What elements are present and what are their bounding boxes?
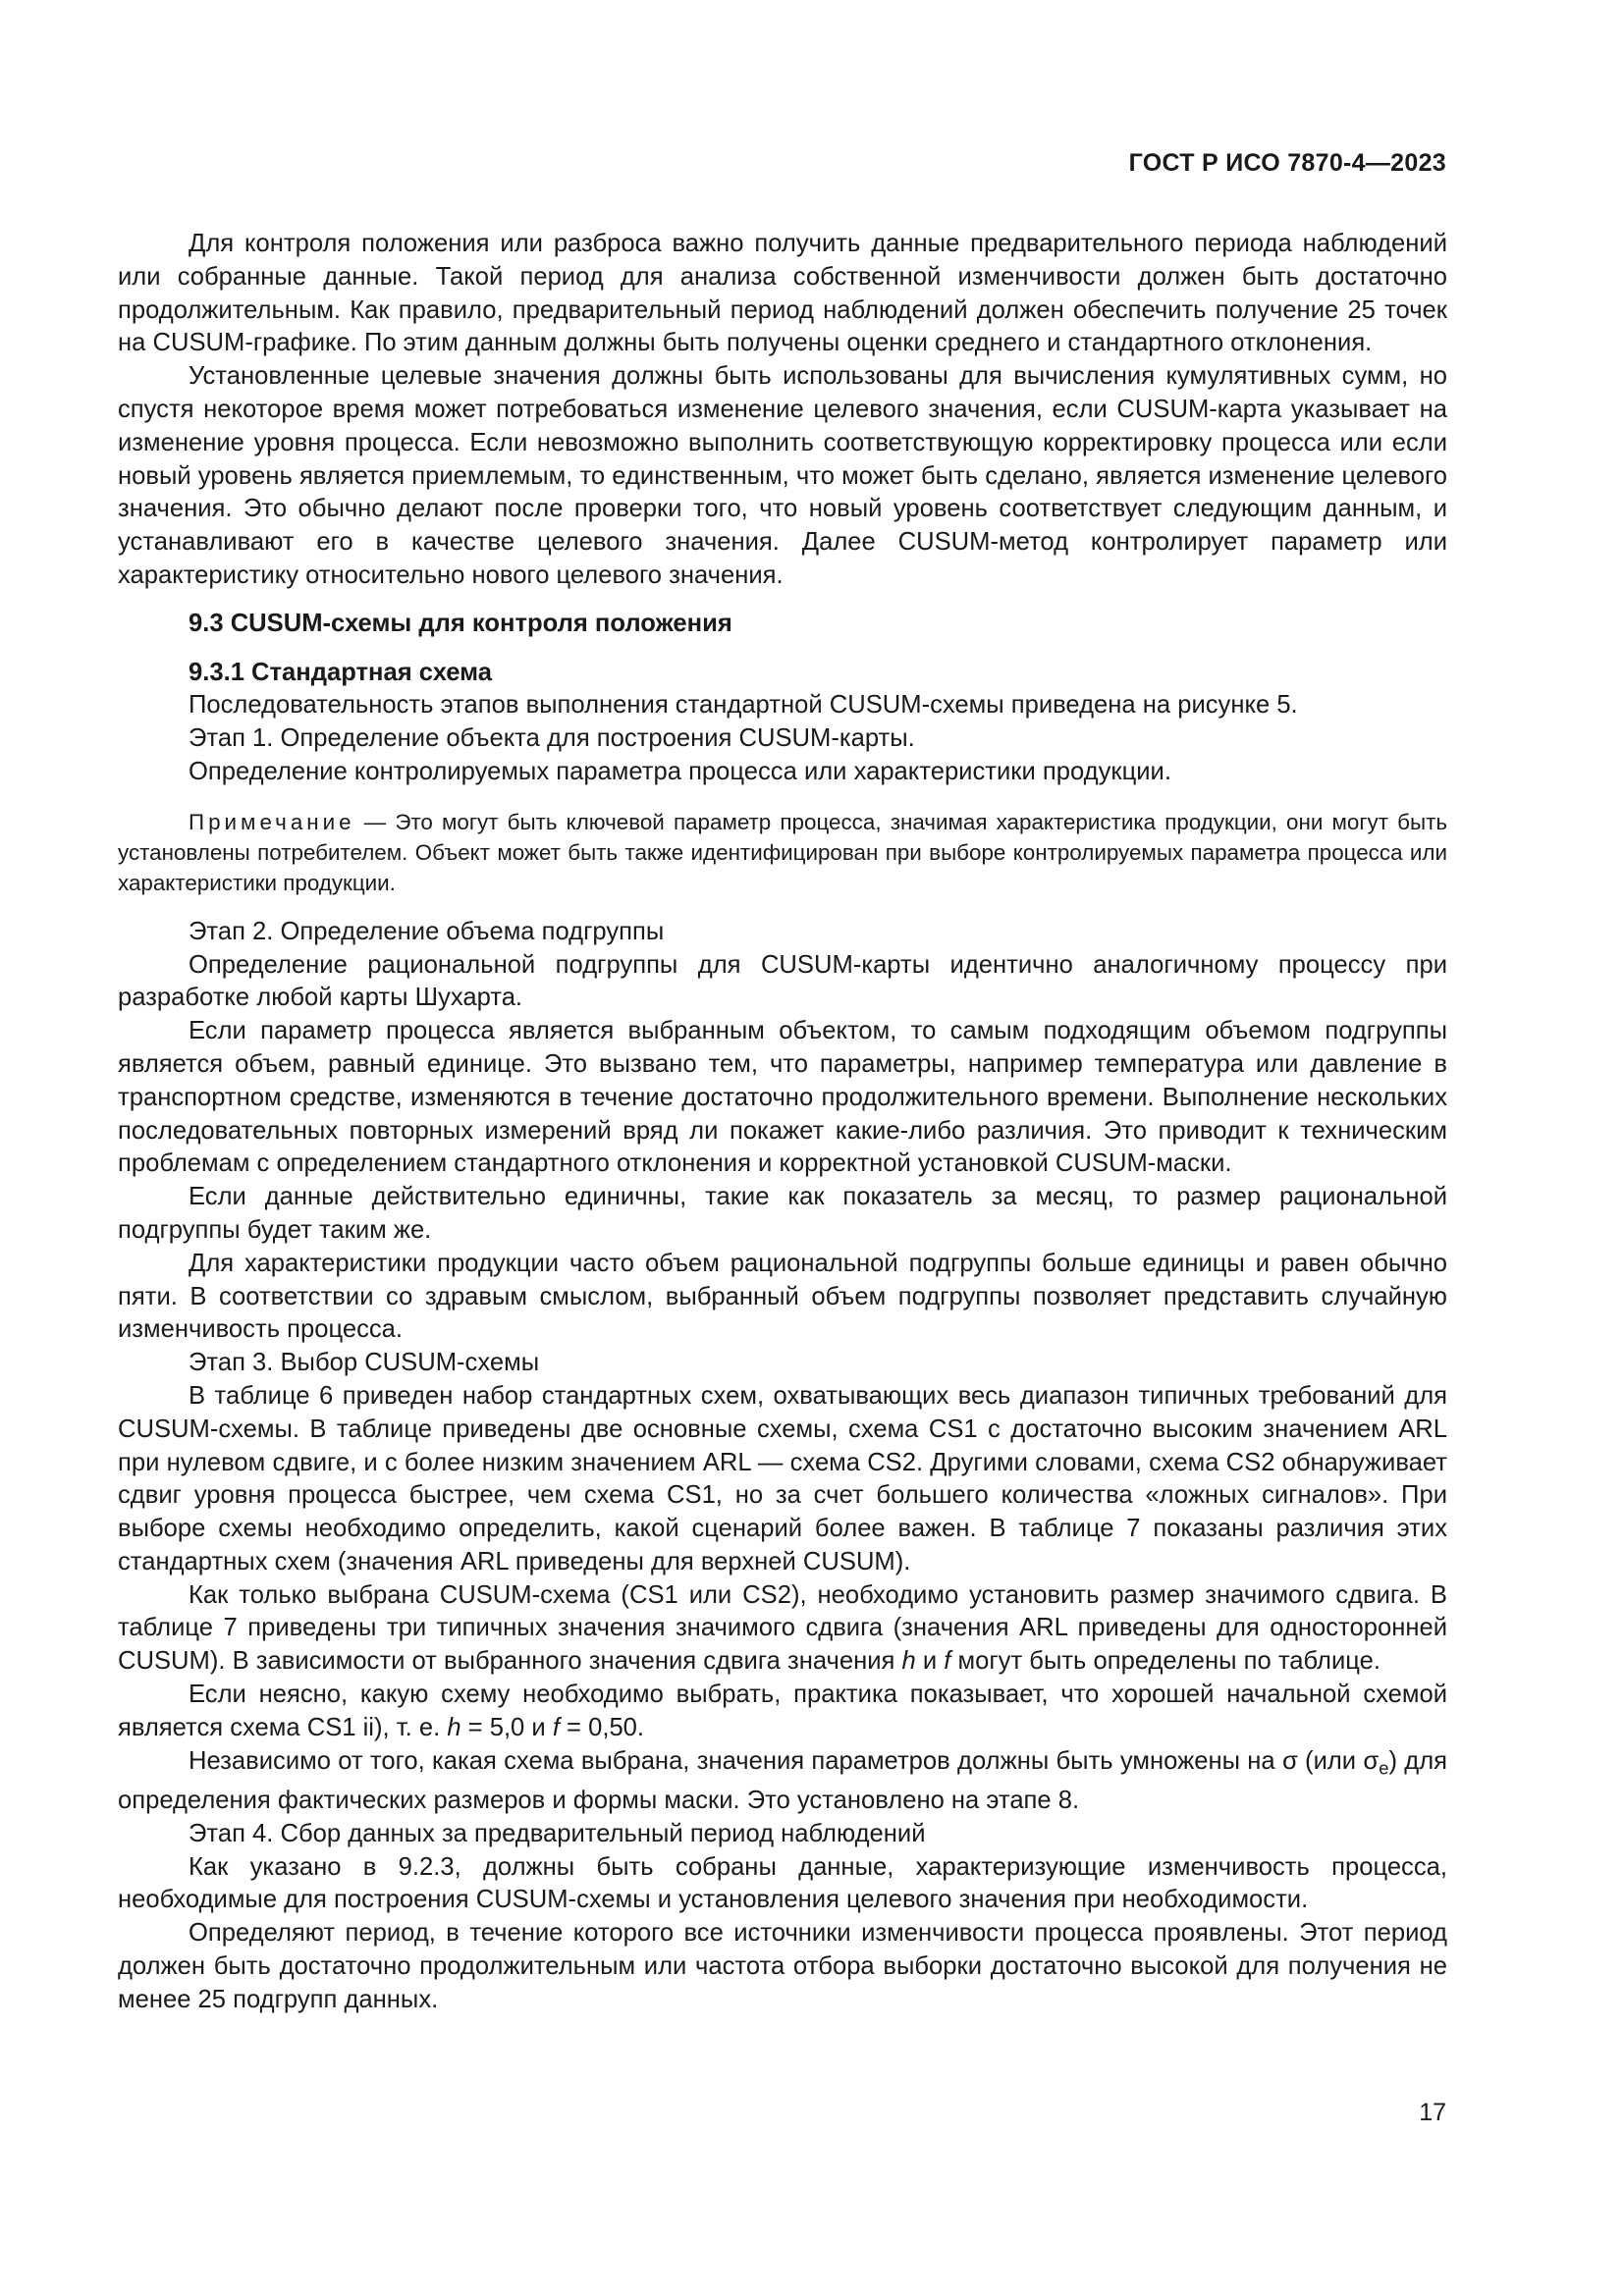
text-run: и: [915, 1647, 945, 1676]
paragraph: Этап 4. Сбор данных за предварительный период наблюдений: [189, 1819, 926, 1847]
param-h: h: [901, 1647, 916, 1676]
paragraph: Для контроля положения или разброса важно получить данные предварительного периода наблюдений или собранные данные. Такой период для анализа собственной изменчивости должен быть достаточно продолжительным. Как правило, предварительный период наблюдений должен обеспечить получение 25 точек на CUSUM-графике. По этим данным должны быть получены оценки среднего и стандартного отклонения.: [118, 230, 1447, 357]
paragraph: Определение контролируемых параметра процесса или характеристики продукции.: [189, 757, 1171, 785]
subscript: e: [1379, 1757, 1389, 1779]
paragraph: Этап 3. Выбор CUSUM-схемы: [189, 1349, 540, 1377]
param-f: f: [552, 1713, 560, 1741]
paragraph: [118, 1679, 1447, 1745]
param-f: f: [944, 1647, 951, 1676]
text-run: могут быть определены по таблице.: [950, 1647, 1380, 1676]
param-h: h: [447, 1713, 461, 1741]
paragraph: Для характеристики продукции часто объем рациональной подгруппы больше единицы и равен обычно пяти. В соответствии со здравым смыслом, выбранный объем подгруппы позволяет представить случайную изменчивость процесса.: [118, 1249, 1447, 1344]
paragraph: Последовательность этапов выполнения стандартной CUSUM-схемы приведена на рисунке 5.: [189, 691, 1298, 720]
text-run: = 0,50.: [559, 1713, 645, 1741]
page-number: 17: [1419, 2099, 1446, 2126]
text-run: Независимо от того, какая схема выбрана, значения параметров должны быть умножены на σ (или σ: [189, 1746, 1380, 1775]
paragraph: Если параметр процесса является выбранным объектом, то самым подходящим объемом подгруппы является объем, равный единице. Это вызвано тем, что параметры, например температура или давление в транспортном средстве, изменяются в течение достаточно продолжительного времени. Выполнение нескольких последовательных повторных измерений вряд ли покажет какие-либо различия. Это приводит к техническим проблемам с определением стандартного отклонения и корректной установкой CUSUM-маски.: [118, 1017, 1447, 1178]
note-text: — Это могут быть ключевой параметр процесса, значимая характеристика продукции, они могут быть установлены потребителем. Объект может быть также идентифицирован при выборе контролируемых параметра процесса или характеристики продукции.: [118, 809, 1447, 895]
document-header: ГОСТ Р ИСО 7870-4—2023: [1128, 149, 1446, 177]
text-run: ) для определения фактических размеров и формы маски. Это установлено на этапе 8.: [118, 1746, 1447, 1814]
subsection-heading: 9.3.1 Стандартная схема: [189, 658, 493, 686]
paragraph: Этап 2. Определение объема подгруппы: [189, 917, 665, 945]
paragraph: Определяют период, в течение которого все источники изменчивости процесса проявлены. Этот период должен быть достаточно продолжительным или частота отбора выборки достаточно высокой для получения не менее 25 подгрупп данных.: [118, 1919, 1447, 2013]
document-body: [118, 228, 1447, 2017]
paragraph: В таблице 6 приведен набор стандартных схем, охватывающих весь диапазон типичных требований для CUSUM-схемы. В таблице приведены две основные схемы, схема CS1 с достаточно высоким значением ARL при нулевом сдвиге, и с более низким значением ARL — схема CS2. Другими словами, схема CS2 обнаруживает сдвиг уровня процесса быстрее, чем схема CS1, но за счет большего количества «ложных сигналов». При выборе схемы необходимо определить, какой сценарий более важен. В таблице 7 показаны различия этих стандартных схем (значения ARL приведены для верхней CUSUM).: [118, 1381, 1447, 1575]
text-run: Если неясно, какую схему необходимо выбрать, практика показывает, что хорошей начальной схемой является схема CS1 ii), т. е.: [118, 1681, 1447, 1741]
paragraph: Этап 1. Определение объекта для построения CUSUM-карты.: [189, 724, 915, 753]
note-label: Примечание: [189, 809, 355, 834]
text-run: = 5,0 и: [460, 1713, 553, 1741]
section-heading: 9.3 CUSUM-схемы для контроля положения: [189, 609, 732, 637]
text-run: Как только выбрана CUSUM-схема (CS1 или CS2), необходимо установить размер значимого сдвига. В таблице 7 приведены три типичных значения значимого сдвига (значения ARL приведены для односторонней CUSUM). В зависимости от выбранного значения сдвига значения: [118, 1580, 1447, 1676]
paragraph: Определение рациональной подгруппы для CUSUM-карты идентично аналогичному процессу при разработке любой карты Шухарта.: [118, 950, 1447, 1012]
paragraph: [118, 1579, 1447, 1679]
paragraph: Если данные действительно единичны, такие как показатель за месяц, то размер рациональной подгруппы будет таким же.: [118, 1183, 1447, 1244]
paragraph: [118, 1745, 1447, 1818]
paragraph: Установленные целевые значения должны быть использованы для вычисления кумулятивных сумм, но спустя некоторое время может потребоваться изменение целевого значения, если CUSUM-карта указывает на изменение уровня процесса. Если невозможно выполнить соответствующую корректировку процесса или если новый уровень является приемлемым, то единственным, что может быть сделано, является изменение целевого значения. Это обычно делают после проверки того, что новый уровень соответствует следующим данным, и устанавливают его в качестве целевого значения. Далее CUSUM-метод контролирует параметр или характеристику относительно нового целевого значения.: [118, 362, 1447, 589]
note: [118, 807, 1447, 898]
paragraph: Как указано в 9.2.3, должны быть собраны данные, характеризующие изменчивость процесса, необходимые для построения CUSUM-схемы и установления целевого значения при необходимости.: [118, 1852, 1447, 1914]
